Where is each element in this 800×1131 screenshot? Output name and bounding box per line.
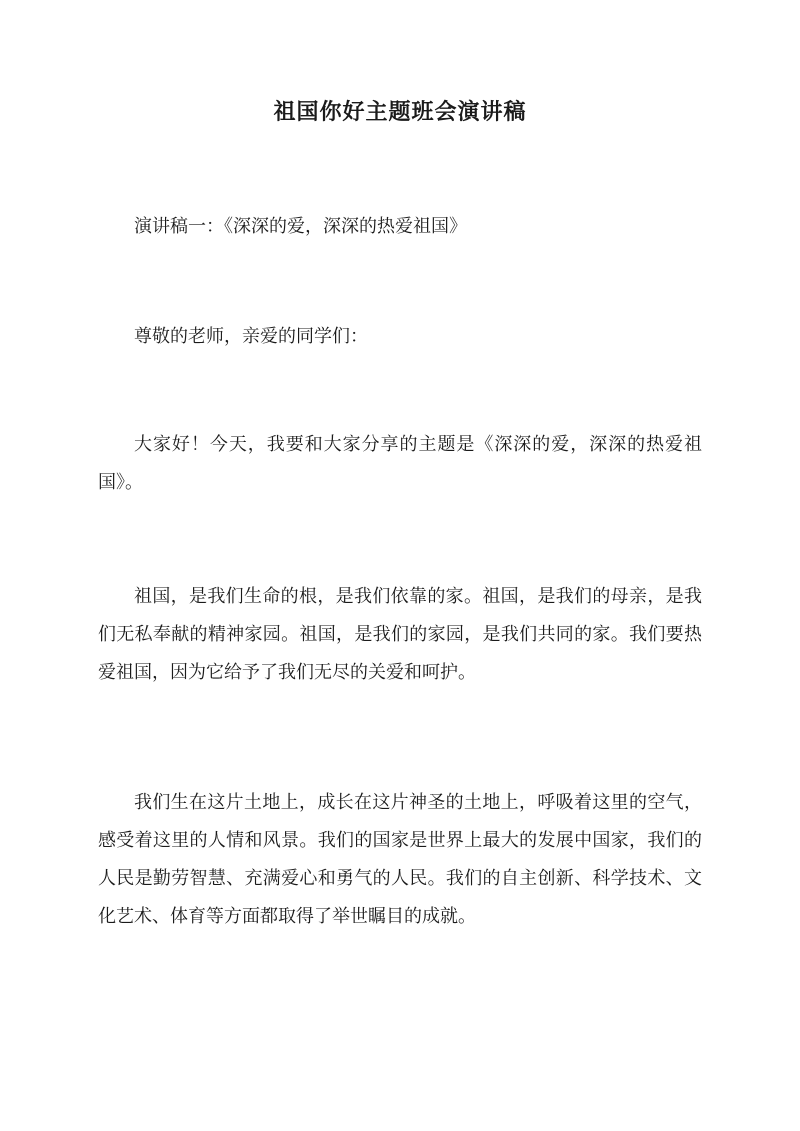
paragraph-3: 我们生在这片土地上，成长在这片神圣的土地上，呼吸着这里的空气，感受着这里的人情和风景。我们的国家是世界上最大的发展中国家，我们的人民是勤劳智慧、充满爱心和勇气的人民。我们的自主创新、科学技术、文化艺术、体育等方面都取得了举世瞩目的成就。 [98, 792, 702, 927]
paragraph-2: 祖国，是我们生命的根，是我们依靠的家。祖国，是我们的母亲，是我们无私奉献的精神家园。祖国，是我们的家园，是我们共同的家。我们要热爱祖国，因为它给予了我们无尽的关爱和呵护。 [98, 586, 702, 683]
paragraph-1: 大家好！今天，我要和大家分享的主题是《深深的爱，深深的热爱祖国》。 [98, 434, 702, 493]
document-title: 祖国你好主题班会演讲稿 [273, 99, 527, 125]
speech-subtitle: 演讲稿一：《深深的爱，深深的热爱祖国》 [134, 216, 467, 237]
speech-greeting: 尊敬的老师，亲爱的同学们： [134, 326, 368, 347]
